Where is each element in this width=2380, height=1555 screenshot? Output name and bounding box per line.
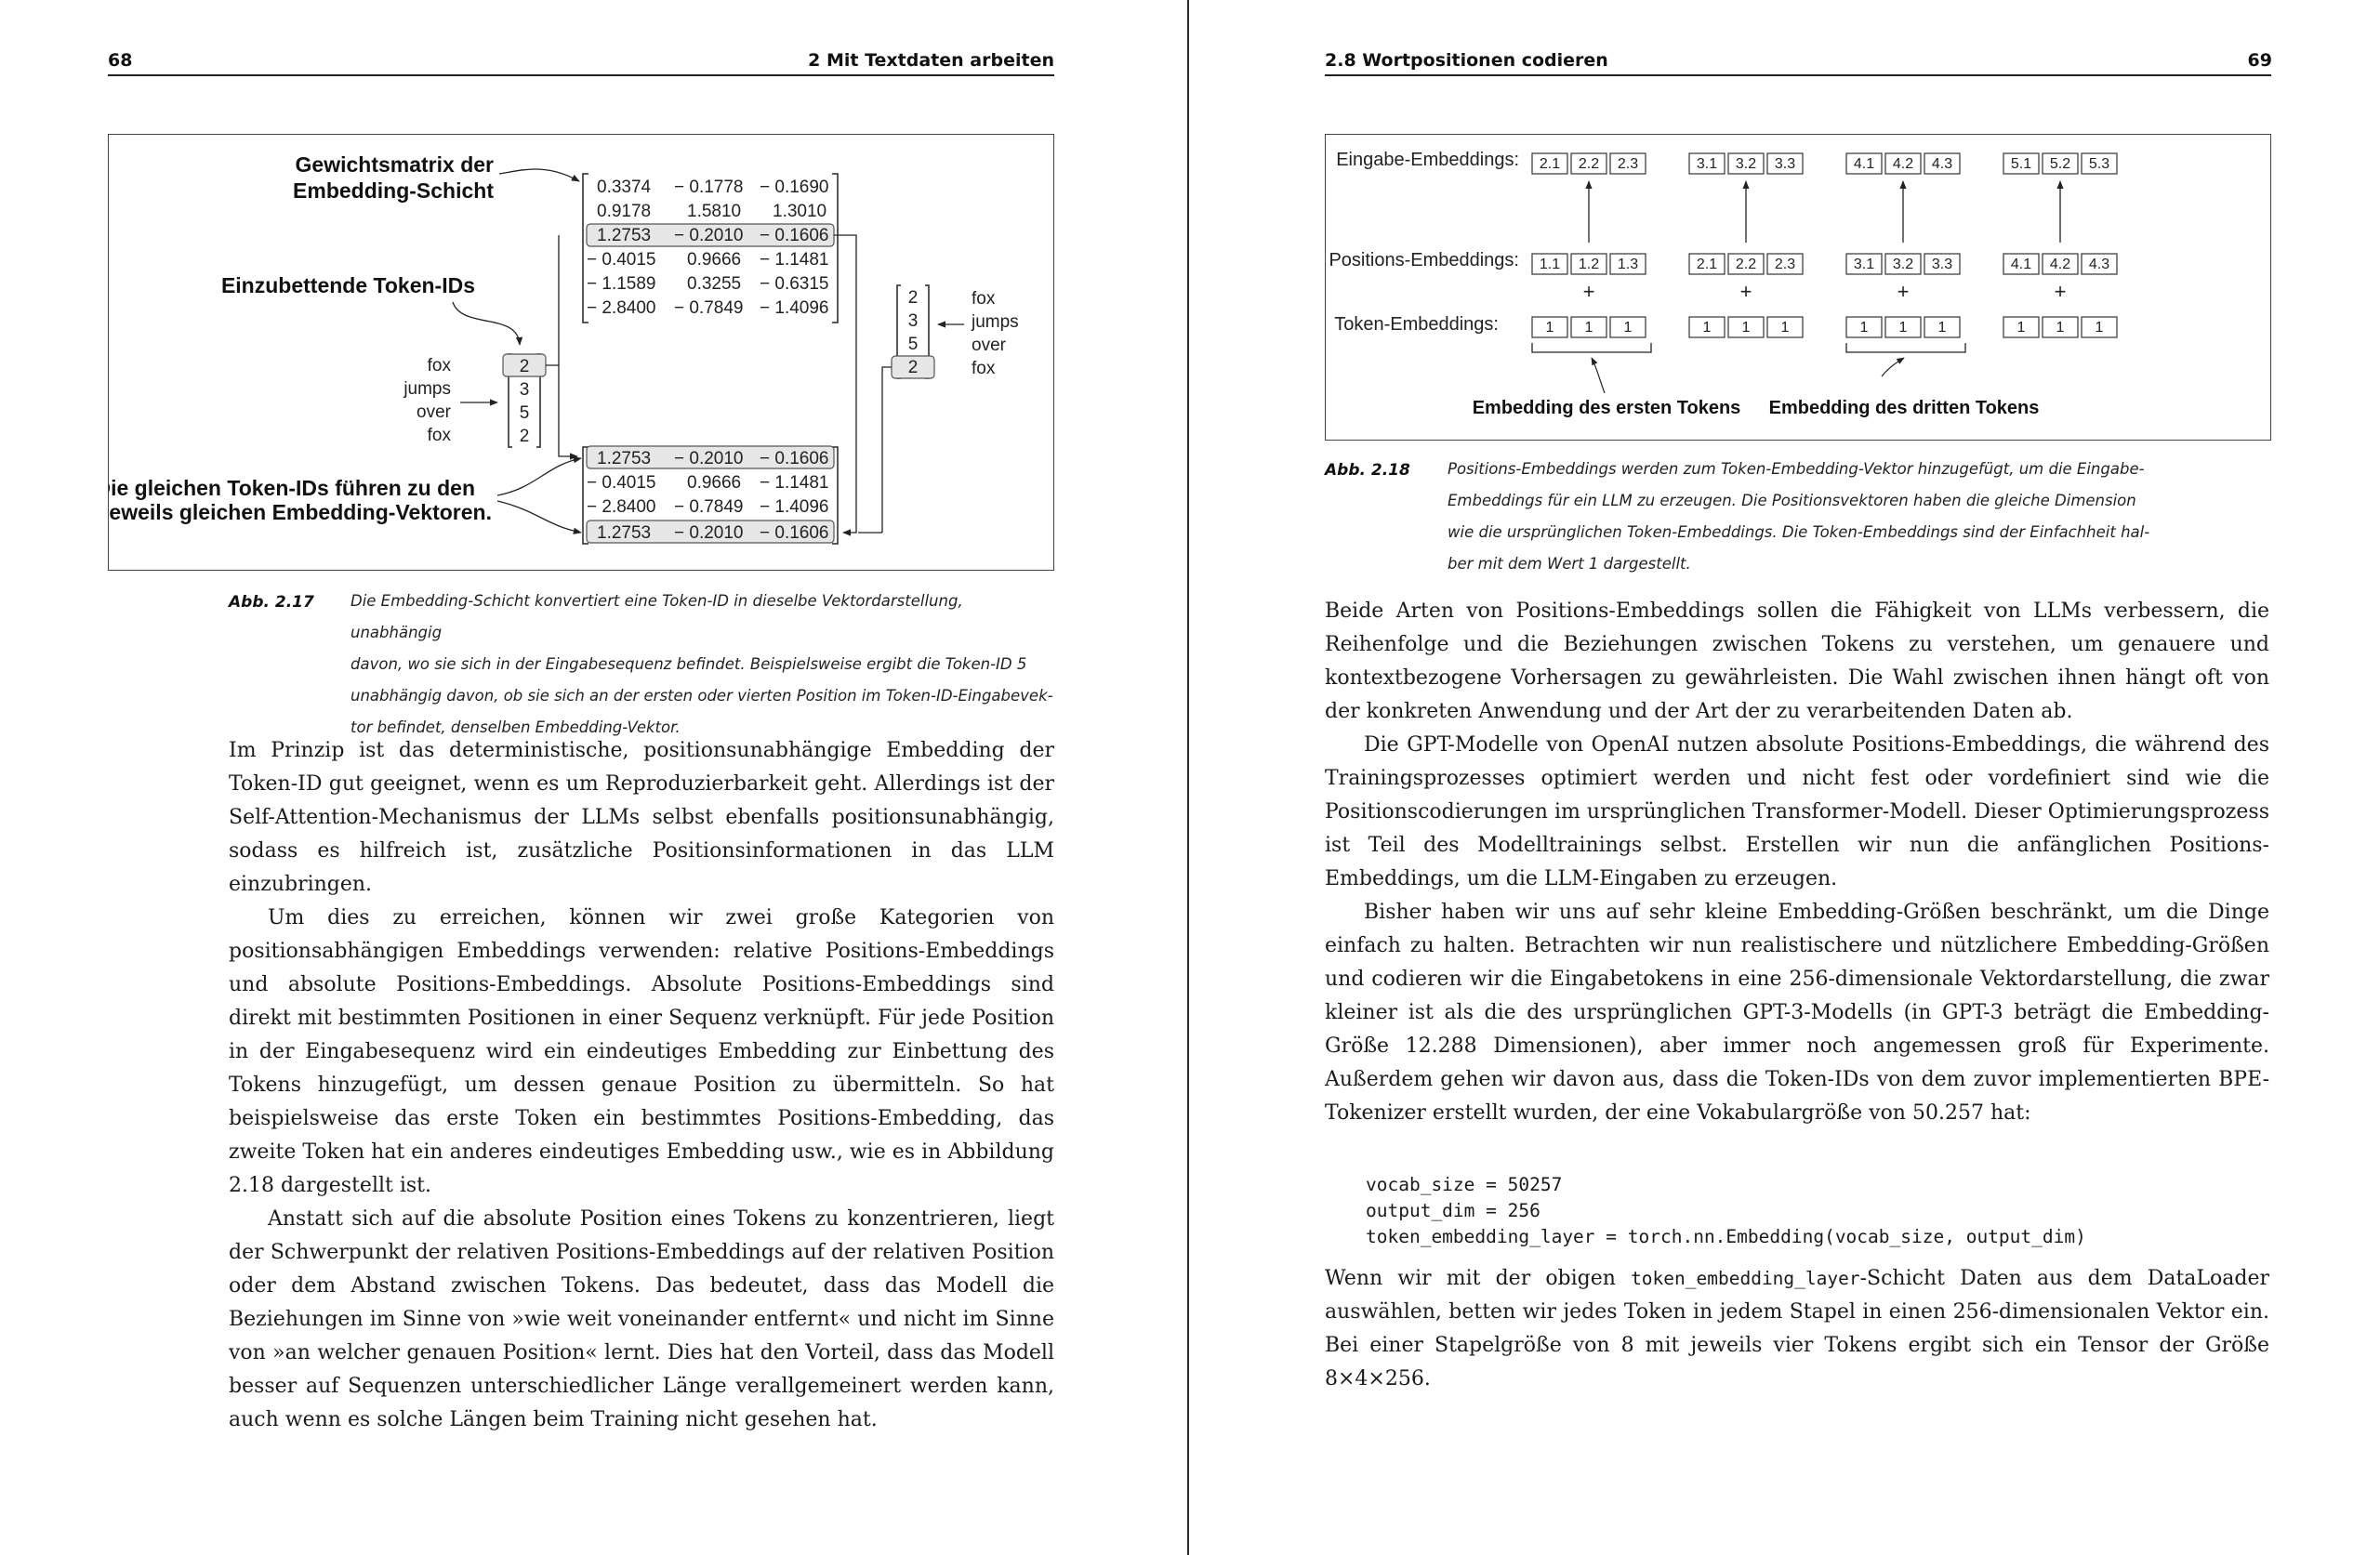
- position-cell: 2.3: [1774, 257, 1796, 272]
- arrow-first-token: [1592, 358, 1605, 393]
- input-cell: 3.1: [1696, 156, 1718, 172]
- om-r1-c2: − 1.1481: [760, 473, 829, 493]
- position-cell: 1.2: [1578, 257, 1600, 272]
- input-word-1: jumps: [403, 379, 451, 399]
- position-cell: 3.3: [1931, 257, 1953, 272]
- plus-sign: +: [1582, 280, 1595, 303]
- caption-label-2-17: Abb. 2.17: [229, 593, 314, 612]
- token-cell: 1: [1545, 320, 1554, 336]
- figure-2-17: [108, 134, 1054, 571]
- om-r0-c1: − 0.2010: [674, 449, 744, 468]
- arrow-weight-matrix: [499, 169, 579, 181]
- input2-word-0: fox: [972, 289, 996, 309]
- input-cell: 4.1: [1853, 156, 1875, 172]
- paragraph: Um dies zu erreichen, können wir zwei große Kategorien von positionsabhängigen Embeddings verwenden: relative Positions-Embeddings und absolute Positions-Embeddings. Absolute Positions-Embeddings sind direkt mit bestimmten Positionen in einer Sequenz verknüpft. Für jede Position in der Eingabesequenz wird ein eindeutiges Embedding zur Einbettung des Tokens hinzugefügt, um dessen genaue Position zu übermitteln. So hat beispielsweise das erste Token ein bestimmtes Positions-Embedding, das zweite Token hat ein anderes eindeutiges Embedding usw., wie es in Abbildung 2.18 dargestellt ist.: [229, 906, 1054, 1197]
- token-cell: 1: [1780, 320, 1790, 336]
- page-number-left: 68: [108, 50, 133, 71]
- wm-r3-c1: 0.9666: [687, 250, 742, 270]
- caption-line: unabhängig davon, ob sie sich an der ersten oder vierten Position im Token-ID-Eingabevek-: [350, 687, 1053, 705]
- embedding-cells: [1532, 153, 2117, 337]
- input-cell: 2.2: [1578, 156, 1600, 172]
- position-cell: 4.2: [2049, 257, 2071, 272]
- input-id-1: 3: [519, 380, 530, 400]
- code-line: vocab_size = 50257: [1366, 1174, 1563, 1195]
- position-cell: 4.1: [2010, 257, 2032, 272]
- input-cell: 5.3: [2088, 156, 2110, 172]
- caption-2-18: [1448, 454, 2266, 580]
- connector-id-first: [546, 365, 577, 456]
- matrix-bracket-right: [832, 174, 838, 323]
- input-cell: 4.3: [1931, 156, 1953, 172]
- input2-word-3: fox: [972, 359, 996, 378]
- caption-line: Positions-Embeddings werden zum Token-Embedding-Vektor hinzugefügt, um die Eingabe-: [1448, 460, 2145, 478]
- label-first-token: Embedding des ersten Tokens: [1472, 398, 1741, 418]
- token-cell: 1: [1584, 320, 1593, 336]
- plus-sign: +: [1739, 280, 1752, 303]
- token-cell: 1: [1898, 320, 1908, 336]
- om-r2-c1: − 0.7849: [674, 497, 744, 517]
- header-rule-right: [1325, 74, 2271, 76]
- om-r1-c0: − 0.4015: [587, 473, 656, 493]
- paragraph-rest: -Schicht Daten aus dem DataLoader auswählen, betten wir jedes Token in jedem Stapel in einen 256-dimensionalen Vektor ein. Bei einer Stapelgröße von 8 mit jeweils vier Tokens ergibt sich ein Tensor der Größe 8×4×256.: [1325, 1267, 2269, 1390]
- input-cell: 2.1: [1539, 156, 1561, 172]
- input2-id-3: 2: [907, 358, 919, 377]
- wm-r1-c1: 1.5810: [687, 202, 742, 221]
- running-head-left: 2 Mit Textdaten arbeiten: [808, 50, 1054, 71]
- caption-line: davon, wo sie sich in der Eingabesequenz befindet. Beispielsweise ergibt die Token-ID 5: [350, 655, 1027, 673]
- caption-line: ber mit dem Wert 1 dargestellt.: [1448, 555, 1691, 573]
- wm-r2-c1: − 0.2010: [674, 226, 744, 245]
- paragraph: [1325, 1262, 2269, 1396]
- input-word-2: over: [416, 402, 451, 422]
- right-body-text: [1325, 595, 2269, 1130]
- token-cell: 1: [1859, 320, 1869, 336]
- wm-r5-c1: − 0.7849: [674, 298, 744, 318]
- token-cell: 1: [2095, 320, 2104, 336]
- brace-first-token: [1532, 343, 1651, 352]
- label-token-ids: Einzubettende Token-IDs: [220, 273, 475, 297]
- wm-r3-c0: − 0.4015: [587, 250, 656, 270]
- output-matrix-cells: [587, 449, 829, 543]
- om-r3-c2: − 0.1606: [760, 523, 829, 543]
- position-cell: 3.1: [1853, 257, 1875, 272]
- om-r1-c1: 0.9666: [687, 473, 742, 493]
- input-id-0: 2: [519, 357, 530, 376]
- embedding-diagram: [109, 135, 1053, 570]
- input-word-3: fox: [427, 426, 451, 445]
- paragraph: Im Prinzip ist das deterministische, positionsunabhängige Embedding der Token-ID gut geeignet, wenn es um Reproduzierbarkeit geht. Allerdings ist der Self-Attention-Mechanismus der LLMs selbst ebenfalls positionsunabhängig, sodass es hilfreich ist, zusätzliche Positionsinformationen in das LLM einzubringen.: [229, 739, 1054, 896]
- om-r2-c2: − 1.4096: [760, 497, 829, 517]
- wm-r0-c1: − 0.1778: [674, 178, 744, 197]
- wm-r1-c2: 1.3010: [773, 202, 827, 221]
- caption-2-17: [350, 586, 1057, 744]
- label-weight-matrix-1: Gewichtsmatrix der: [295, 152, 494, 177]
- token-cell: 1: [2016, 320, 2026, 336]
- paragraph: Die GPT-Modelle von OpenAI nutzen absolute Positions-Embeddings, die während des Trainingsprozesses optimiert werden und nicht fest oder vordefiniert sind wie die Positionscodierungen im ursprünglichen Transformer-Modell. Dieser Optimierungsprozess ist Teil des Modelltrainings selbst. Erstellen wir nun die anfänglichen Positions-Embeddings, um die LLM-Eingaben zu erzeugen.: [1325, 733, 2269, 890]
- paragraph: Bisher haben wir uns auf sehr kleine Embedding-Größen beschränkt, um die Dinge einfach zu halten. Betrachten wir nun realistischere und nützlichere Embedding-Größen und codieren wir die Eingabetokens in eine 256-dimensionale Vektordarstellung, die zwar kleiner ist als die des ursprünglichen GPT-3-Modells (in GPT-3 beträgt die Embedding-Größe 12.288 Dimensionen), aber immer noch angemessen groß für Experimente. Außerdem gehen wir davon aus, dass die Token-IDs von dem zuvor implementierten BPE-Tokenizer erstellt wurden, der eine Vokabulargröße von 50.257 hat:: [1325, 901, 2269, 1125]
- row-label-position: Positions-Embeddings:: [1329, 250, 1519, 270]
- connector-ids2: [882, 367, 892, 533]
- input-cell: 3.2: [1735, 156, 1757, 172]
- input2-id-0: 2: [907, 288, 919, 308]
- label-same-ids-2: jeweils gleichen Embedding-Vektoren.: [109, 500, 492, 524]
- wm-r5-c0: − 2.8400: [587, 298, 656, 318]
- left-body-text: [229, 734, 1054, 1437]
- om-r0-c0: 1.2753: [597, 449, 652, 468]
- left-page: [0, 0, 1188, 1555]
- plus-sign: +: [2054, 280, 2067, 303]
- paragraph: Anstatt sich auf die absolute Position eines Tokens zu konzentrieren, liegt der Schwerpunkt der relativen Positions-Embeddings auf der relativen Position oder dem Abstand zwischen Tokens. Das bedeutet, dass das Modell die Beziehungen im Sinne von »wie weit voneinander entfernt« und nicht im Sinne von »an welcher genauen Position« lernt. Dies hat den Vorteil, dass das Modell besser auf Sequenzen unterschiedlicher Länge verallgemeinert werden kann, auch wenn es solche Längen beim Training nicht gesehen hat.: [229, 1207, 1054, 1431]
- header-rule-left: [108, 74, 1054, 76]
- input-cell: 5.2: [2049, 156, 2071, 172]
- wm-r4-c2: − 0.6315: [760, 274, 829, 294]
- positional-embedding-diagram: [1326, 135, 2270, 440]
- wm-r3-c2: − 1.1481: [760, 250, 829, 270]
- token-cell: 1: [2056, 320, 2065, 336]
- om-r3-c0: 1.2753: [597, 523, 652, 543]
- wm-r2-c2: − 0.1606: [760, 226, 829, 245]
- position-cell: 1.3: [1617, 257, 1639, 272]
- caption-line: wie die ursprünglichen Token-Embeddings. Die Token-Embeddings sind der Einfachheit hal-: [1448, 523, 2150, 541]
- input2-word-2: over: [972, 336, 1006, 355]
- input-id-2: 5: [519, 403, 530, 423]
- code-line: token_embedding_layer = torch.nn.Embedding(vocab_size, output_dim): [1366, 1226, 2086, 1247]
- label-third-token: Embedding des dritten Tokens: [1768, 398, 2040, 418]
- wm-r2-c0: 1.2753: [597, 226, 652, 245]
- caption-line: Die Embedding-Schicht konvertiert eine Token-ID in dieselbe Vektordarstellung, unabhängig: [350, 592, 963, 641]
- row-label-input: Eingabe-Embeddings:: [1336, 150, 1519, 170]
- paragraph-start: Wenn wir mit der obigen: [1325, 1267, 1632, 1290]
- position-cell: 2.2: [1735, 257, 1757, 272]
- caption-line: tor befindet, denselben Embedding-Vektor.: [350, 718, 681, 736]
- position-cell: 1.1: [1539, 257, 1561, 272]
- plus-sign: +: [1897, 280, 1910, 303]
- label-weight-matrix-2: Embedding-Schicht: [293, 178, 494, 203]
- wm-r5-c2: − 1.4096: [760, 298, 829, 318]
- position-cell: 4.3: [2088, 257, 2110, 272]
- page-number-right: 69: [2247, 50, 2272, 71]
- arrow-same-first: [497, 458, 581, 495]
- brace-third-token: [1846, 343, 1965, 352]
- arrow-third-token: [1882, 358, 1904, 376]
- figure-2-18: [1325, 134, 2271, 441]
- row-label-token: Token-Embeddings:: [1334, 314, 1499, 335]
- wm-r4-c1: 0.3255: [687, 274, 742, 294]
- token-cell: 1: [1741, 320, 1751, 336]
- om-r2-c0: − 2.8400: [587, 497, 656, 517]
- input-cell: 3.3: [1774, 156, 1796, 172]
- arrow-token-ids: [453, 302, 520, 345]
- om-r3-c1: − 0.2010: [674, 523, 744, 543]
- right-final-paragraph: [1325, 1262, 2269, 1396]
- wm-r1-c0: 0.9178: [597, 202, 652, 221]
- om-r0-c2: − 0.1606: [760, 449, 829, 468]
- arrow-same-last: [497, 501, 581, 533]
- input-cell: 2.3: [1617, 156, 1639, 172]
- wm-r0-c2: − 0.1690: [760, 178, 829, 197]
- input-id-3: 2: [519, 427, 530, 446]
- position-cell: 2.1: [1696, 257, 1718, 272]
- paragraph: Beide Arten von Positions-Embeddings sollen die Fähigkeit von LLMs verbessern, die Reihenfolge und die Beziehungen zwischen Tokens zu verstehen, um genauere und kontextbezogene Vorhersagen zu gewährleisten. Die Wahl zwischen ihnen hängt oft von der konkreten Anwendung und der Art der zu verarbeitenden Daten ab.: [1325, 600, 2269, 723]
- position-cell: 3.2: [1892, 257, 1914, 272]
- inline-code: token_embedding_layer: [1631, 1268, 1860, 1289]
- token-cell: 1: [1623, 320, 1633, 336]
- token-cell: 1: [1937, 320, 1947, 336]
- caption-line: Embeddings für ein LLM zu erzeugen. Die Positionsvektoren haben die gleiche Dimension: [1448, 492, 2136, 509]
- label-same-ids-1: Die gleichen Token-IDs führen zu den: [109, 476, 475, 500]
- right-page: [1189, 0, 2380, 1555]
- input-word-0: fox: [427, 356, 451, 376]
- weight-matrix-cells: [587, 178, 829, 318]
- input2-id-2: 5: [907, 335, 919, 354]
- code-block: [1366, 1172, 2086, 1250]
- input2-word-1: jumps: [972, 312, 1019, 332]
- wm-r4-c0: − 1.1589: [587, 274, 656, 294]
- input-cell: 5.1: [2010, 156, 2032, 172]
- running-head-right: 2.8 Wortpositionen codieren: [1325, 50, 1608, 71]
- code-line: output_dim = 256: [1366, 1200, 1540, 1221]
- caption-label-2-18: Abb. 2.18: [1325, 461, 1410, 480]
- input-cell: 4.2: [1892, 156, 1914, 172]
- input2-id-1: 3: [907, 311, 919, 331]
- wm-r0-c0: 0.3374: [597, 178, 652, 197]
- token-cell: 1: [1702, 320, 1712, 336]
